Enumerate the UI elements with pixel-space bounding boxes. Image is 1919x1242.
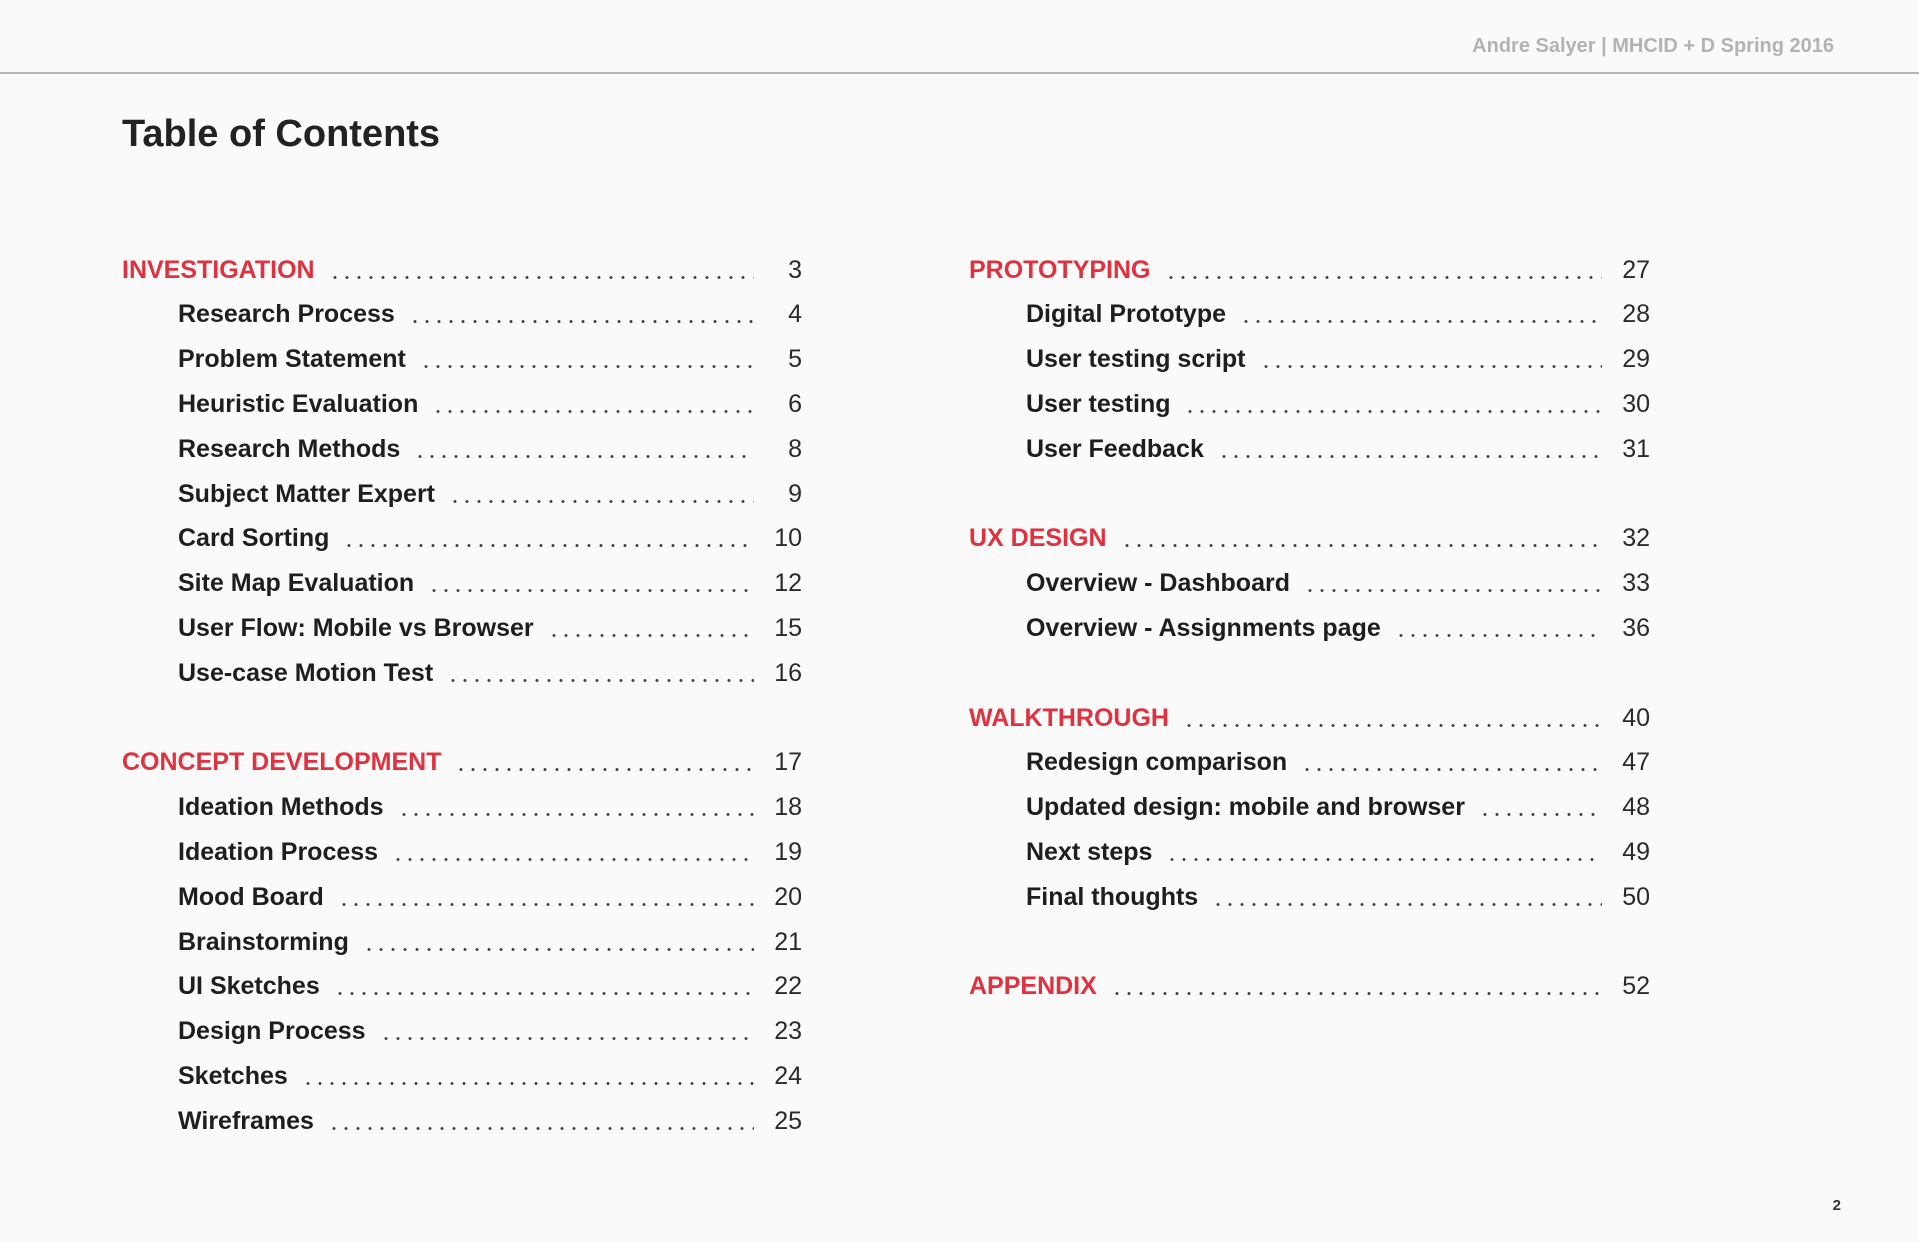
toc-entry-research-process[interactable] <box>178 295 802 335</box>
toc-entry-label: Overview - Dashboard <box>1026 569 1290 598</box>
toc-entry-overview-dashboard[interactable] <box>1026 564 1650 604</box>
toc-entry-label: Digital Prototype <box>1026 300 1227 329</box>
toc-page-number: 18 <box>774 793 802 822</box>
toc-page-number: 52 <box>1622 972 1650 1001</box>
dot-leader <box>1304 589 1602 592</box>
toc-entry-label: User testing <box>1026 389 1171 418</box>
toc-entry-label: User Feedback <box>1026 434 1204 463</box>
dot-leader <box>449 500 754 503</box>
dot-leader <box>414 455 754 458</box>
toc-entry-label: Redesign comparison <box>1026 748 1288 777</box>
dot-leader <box>447 679 754 682</box>
toc-section-investigation[interactable] <box>122 250 802 290</box>
toc-entry-label: Overview - Assignments page <box>1026 613 1381 642</box>
toc-entry-heuristic-evaluation[interactable] <box>178 384 802 424</box>
toc-entry-research-methods[interactable] <box>178 429 802 469</box>
toc-page-number: 8 <box>788 434 802 463</box>
dot-leader <box>363 948 754 951</box>
toc-entry-label: Problem Statement <box>178 345 406 374</box>
toc-page-number: 28 <box>1622 300 1650 329</box>
dot-leader <box>343 544 754 547</box>
toc-page-number: 49 <box>1622 837 1650 866</box>
toc-entry-label: Research Process <box>178 300 395 329</box>
toc-section-label: INVESTIGATION <box>122 255 315 284</box>
toc-page-number: 31 <box>1622 434 1650 463</box>
dot-leader <box>1212 903 1602 906</box>
dot-leader <box>392 858 754 861</box>
dot-leader <box>1301 768 1602 771</box>
toc-entry-digital-prototype[interactable] <box>1026 295 1650 335</box>
toc-section-prototyping[interactable] <box>969 250 1650 290</box>
toc-entry-label: Final thoughts <box>1026 882 1199 911</box>
dot-leader <box>1260 365 1602 368</box>
toc-entry-label: UI Sketches <box>178 972 320 1001</box>
toc-entry-user-testing-script[interactable] <box>1026 340 1650 380</box>
toc-entry-label: Site Map Evaluation <box>178 569 415 598</box>
dot-leader <box>328 1127 754 1130</box>
toc-page-number: 15 <box>774 613 802 642</box>
toc-entry-label: User Flow: Mobile vs Browser <box>178 613 534 642</box>
dot-leader <box>338 903 754 906</box>
toc-section-ux-design[interactable] <box>969 519 1650 559</box>
toc-page-number: 40 <box>1622 703 1650 732</box>
toc-section-concept-development[interactable] <box>122 743 802 783</box>
toc-page-number: 48 <box>1622 793 1650 822</box>
dot-leader <box>334 992 754 995</box>
dot-leader <box>1479 813 1602 816</box>
toc-entry-ideation-process[interactable] <box>178 832 802 872</box>
toc-entry-label: Subject Matter Expert <box>178 479 436 508</box>
toc-entry-use-case-motion-test[interactable] <box>178 653 802 693</box>
toc-section-label: PROTOTYPING <box>969 255 1151 284</box>
dot-leader <box>1184 410 1602 413</box>
toc-entry-label: Ideation Methods <box>178 793 384 822</box>
toc-entry-design-process[interactable] <box>178 1012 802 1052</box>
toc-entry-wireframes[interactable] <box>178 1101 802 1141</box>
toc-page-number: 21 <box>774 927 802 956</box>
dot-leader <box>432 410 754 413</box>
document-header: Andre Salyer | MHCID + D Spring 2016 <box>1472 35 1834 57</box>
toc-page-number: 6 <box>788 389 802 418</box>
toc-page-number: 29 <box>1622 345 1650 374</box>
dot-leader <box>420 365 754 368</box>
dot-leader <box>329 276 754 279</box>
toc-page-number: 32 <box>1622 524 1650 553</box>
toc-entry-card-sorting[interactable] <box>178 519 802 559</box>
toc-entry-label: Next steps <box>1026 837 1153 866</box>
dot-leader <box>1395 634 1602 637</box>
toc-page-number: 36 <box>1622 613 1650 642</box>
toc-entry-label: Research Methods <box>178 434 401 463</box>
toc-entry-label: Ideation Process <box>178 837 379 866</box>
toc-page-number: 30 <box>1622 389 1650 418</box>
toc-page-number: 16 <box>774 658 802 687</box>
toc-section-walkthrough[interactable] <box>969 698 1650 738</box>
toc-entry-user-feedback[interactable] <box>1026 429 1650 469</box>
toc-page-number: 9 <box>788 479 802 508</box>
dot-leader <box>1121 544 1602 547</box>
dot-leader <box>1240 320 1602 323</box>
toc-entry-redesign-comparison[interactable] <box>1026 743 1650 783</box>
toc-page-number: 17 <box>774 748 802 777</box>
toc-page-number: 33 <box>1622 569 1650 598</box>
toc-section-label: CONCEPT DEVELOPMENT <box>122 748 442 777</box>
dot-leader <box>380 1037 754 1040</box>
dot-leader <box>1183 724 1602 727</box>
toc-page-number: 25 <box>774 1106 802 1135</box>
dot-leader <box>1166 858 1602 861</box>
dot-leader <box>409 320 754 323</box>
toc-entry-site-map-evaluation[interactable] <box>178 564 802 604</box>
toc-entry-label: Sketches <box>178 1061 288 1090</box>
toc-page-number: 22 <box>774 972 802 1001</box>
toc-section-label: APPENDIX <box>969 972 1097 1001</box>
toc-entry-label: Wireframes <box>178 1106 314 1135</box>
toc-section-label: UX DESIGN <box>969 524 1107 553</box>
toc-entry-label: Brainstorming <box>178 927 349 956</box>
dot-leader <box>1218 455 1602 458</box>
toc-entry-label: Updated design: mobile and browser <box>1026 793 1465 822</box>
toc-entry-label: Card Sorting <box>178 524 330 553</box>
toc-entry-overview-assignments-page[interactable] <box>1026 608 1650 648</box>
page-title: Table of Contents <box>122 113 441 155</box>
toc-entry-final-thoughts[interactable] <box>1026 877 1650 917</box>
toc-entry-label: Mood Board <box>178 882 324 911</box>
toc-entry-problem-statement[interactable] <box>178 340 802 380</box>
toc-page-number: 24 <box>774 1061 802 1090</box>
dot-leader <box>1165 276 1602 279</box>
dot-leader <box>1111 992 1602 995</box>
toc-page-number: 27 <box>1622 255 1650 284</box>
toc-entry-ideation-methods[interactable] <box>178 788 802 828</box>
toc-page-number: 20 <box>774 882 802 911</box>
dot-leader <box>398 813 754 816</box>
header-divider <box>0 72 1919 74</box>
toc-page-number: 10 <box>774 524 802 553</box>
toc-section-appendix[interactable] <box>969 967 1650 1007</box>
toc-page-number: 12 <box>774 569 802 598</box>
page-number: 2 <box>1832 1197 1841 1214</box>
toc-section-label: WALKTHROUGH <box>969 703 1169 732</box>
toc-page-number: 4 <box>788 300 802 329</box>
dot-leader <box>455 768 754 771</box>
toc-entry-user-testing[interactable] <box>1026 384 1650 424</box>
toc-page-number: 47 <box>1622 748 1650 777</box>
toc-entry-brainstorming[interactable] <box>178 922 802 962</box>
toc-page-number: 3 <box>788 255 802 284</box>
toc-entry-user-flow-mobile-vs-browser[interactable] <box>178 608 802 648</box>
toc-entry-sketches[interactable] <box>178 1056 802 1096</box>
toc-page-number: 50 <box>1622 882 1650 911</box>
dot-leader <box>428 589 754 592</box>
toc-entry-label: Design Process <box>178 1017 366 1046</box>
toc-entry-label: User testing script <box>1026 345 1246 374</box>
toc-entry-subject-matter-expert[interactable] <box>178 474 802 514</box>
toc-page-number: 23 <box>774 1017 802 1046</box>
dot-leader <box>548 634 754 637</box>
toc-entry-label: Use-case Motion Test <box>178 658 434 687</box>
toc-entry-updated-design-mobile-and-browser[interactable] <box>1026 788 1650 828</box>
toc-page-number: 19 <box>774 837 802 866</box>
toc-entry-mood-board[interactable] <box>178 877 802 917</box>
dot-leader <box>302 1082 754 1085</box>
toc-entry-label: Heuristic Evaluation <box>178 389 419 418</box>
toc-page-number: 5 <box>788 345 802 374</box>
toc-entry-next-steps[interactable] <box>1026 832 1650 872</box>
toc-entry-ui-sketches[interactable] <box>178 967 802 1007</box>
